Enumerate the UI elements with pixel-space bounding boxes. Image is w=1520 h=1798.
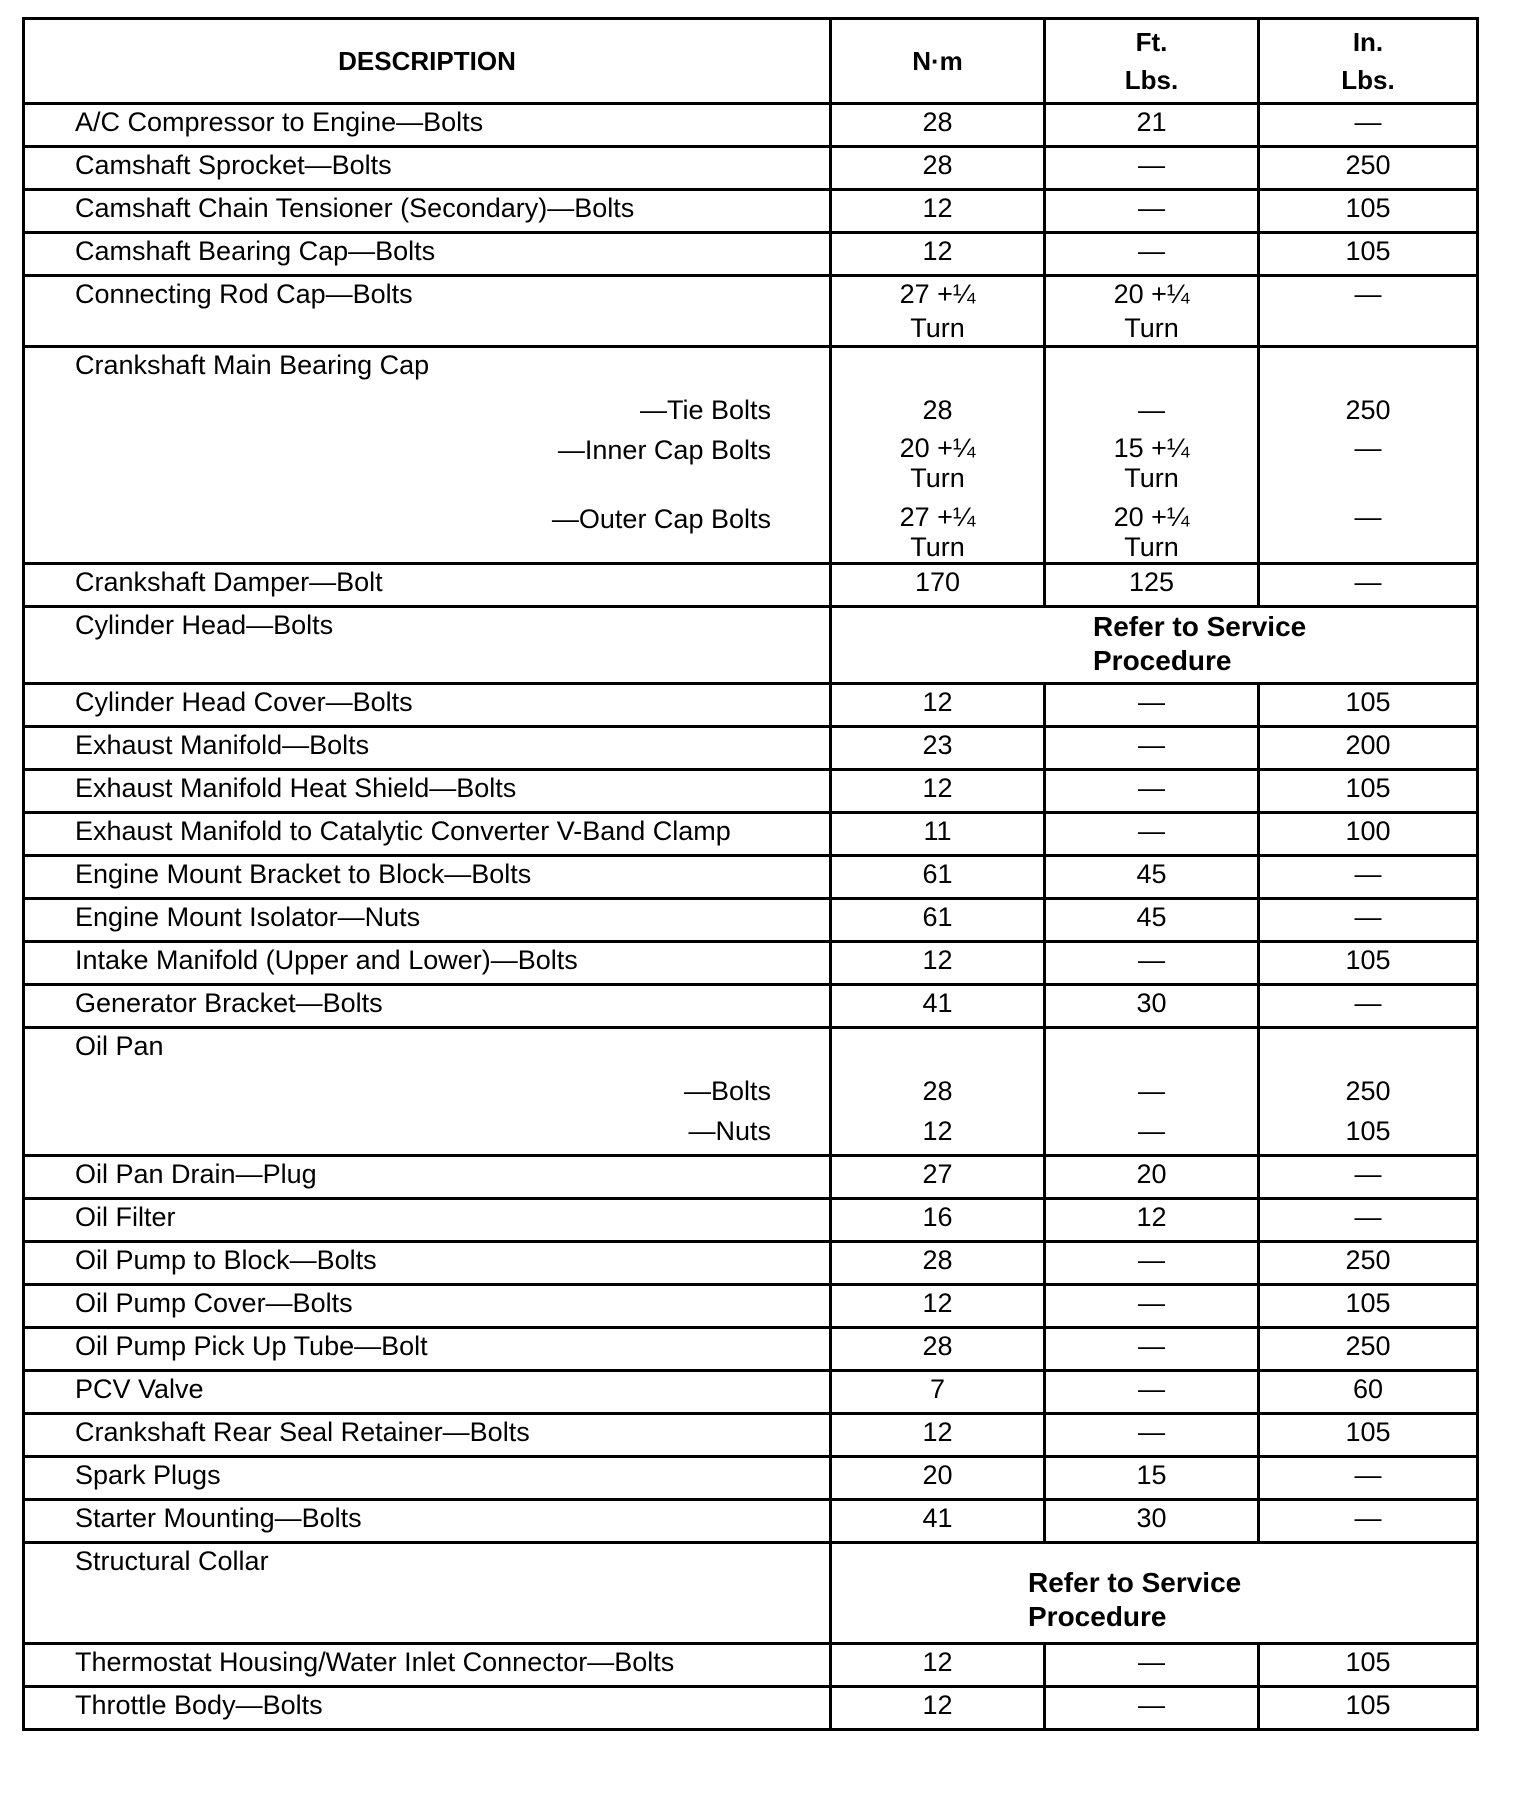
torque-specification-table bbox=[22, 17, 1479, 1731]
header-ft-bottom: Lbs. bbox=[1124, 65, 1179, 95]
row-description: PCV Valve bbox=[24, 1371, 831, 1414]
row-in-lbs: 105 bbox=[1259, 190, 1478, 233]
row-ft-line1: 20 +¼ bbox=[1113, 279, 1190, 309]
row-in-lbs: 105 bbox=[1259, 770, 1478, 813]
row-in-lbs: — bbox=[1259, 1457, 1478, 1500]
row-ft-lbs: — bbox=[1045, 684, 1259, 727]
row-ft-lbs: — bbox=[1045, 1242, 1259, 1285]
row-ft-lbs: — bbox=[1045, 147, 1259, 190]
row-nm: 28 bbox=[831, 1242, 1045, 1285]
header-in-bottom: Lbs. bbox=[1341, 65, 1395, 95]
sub-ft-line1: 15 +¼ bbox=[1113, 433, 1190, 463]
row-nm: 41 bbox=[831, 1500, 1045, 1543]
row-in-lbs: 105 bbox=[1259, 1285, 1478, 1328]
refer-line2: Procedure bbox=[1028, 1601, 1167, 1632]
row-nm: 12 bbox=[831, 233, 1045, 276]
table-row bbox=[24, 856, 1478, 899]
table-row-group bbox=[24, 1028, 1478, 1156]
row-description: Exhaust Manifold Heat Shield—Bolts bbox=[24, 770, 831, 813]
header-description: DESCRIPTION bbox=[24, 19, 831, 104]
header-in-top: In. bbox=[1352, 27, 1384, 57]
row-ft-lbs: 30 bbox=[1045, 1500, 1259, 1543]
row-ft-lbs bbox=[1045, 276, 1259, 347]
row-in-lbs: 250 bbox=[1259, 147, 1478, 190]
row-description: Camshaft Bearing Cap—Bolts bbox=[24, 233, 831, 276]
table-row bbox=[24, 607, 1478, 684]
sub-in: — bbox=[1354, 502, 1382, 532]
row-ft-lbs: — bbox=[1045, 233, 1259, 276]
row-nm: 12 bbox=[831, 1687, 1045, 1730]
table-row bbox=[24, 1199, 1478, 1242]
table-row bbox=[24, 770, 1478, 813]
row-ft-lbs: — bbox=[1045, 190, 1259, 233]
row-in-lbs: — bbox=[1259, 276, 1478, 347]
row-description: Camshaft Sprocket—Bolts bbox=[24, 147, 831, 190]
row-nm: 11 bbox=[831, 813, 1045, 856]
row-description: Engine Mount Bracket to Block—Bolts bbox=[24, 856, 831, 899]
row-nm: 12 bbox=[831, 190, 1045, 233]
row-ft-lbs: — bbox=[1045, 1328, 1259, 1371]
row-ft-lbs: 125 bbox=[1045, 564, 1259, 607]
table-row bbox=[24, 899, 1478, 942]
row-in-lbs: 105 bbox=[1259, 684, 1478, 727]
row-ft-lbs: — bbox=[1045, 727, 1259, 770]
row-nm-line1: 27 +¼ bbox=[899, 279, 976, 309]
table-row bbox=[24, 1543, 1478, 1644]
row-ft-lbs: — bbox=[1045, 1414, 1259, 1457]
row-nm-line2: Turn bbox=[910, 313, 965, 343]
sub-nm: 28 bbox=[922, 1076, 953, 1106]
sub-in: 250 bbox=[1345, 395, 1391, 425]
table-row bbox=[24, 1156, 1478, 1199]
row-description: Starter Mounting—Bolts bbox=[24, 1500, 831, 1543]
row-description: Structural Collar bbox=[24, 1543, 831, 1644]
table-row bbox=[24, 985, 1478, 1028]
row-in-lbs: 60 bbox=[1259, 1371, 1478, 1414]
row-in-lbs: — bbox=[1259, 856, 1478, 899]
row-description: Oil Pump Cover—Bolts bbox=[24, 1285, 831, 1328]
row-nm: 12 bbox=[831, 1644, 1045, 1687]
table-row bbox=[24, 1644, 1478, 1687]
table-row bbox=[24, 1414, 1478, 1457]
row-description: Exhaust Manifold—Bolts bbox=[24, 727, 831, 770]
header-nm: N·m bbox=[831, 19, 1045, 104]
row-description: Generator Bracket—Bolts bbox=[24, 985, 831, 1028]
sub-nm: 28 bbox=[922, 395, 953, 425]
table-row bbox=[24, 1687, 1478, 1730]
row-description: Intake Manifold (Upper and Lower)—Bolts bbox=[24, 942, 831, 985]
row-nm: 16 bbox=[831, 1199, 1045, 1242]
row-ft-lbs: — bbox=[1045, 1285, 1259, 1328]
row-in-lbs: — bbox=[1259, 1500, 1478, 1543]
row-ft-lbs: — bbox=[1045, 813, 1259, 856]
table-row bbox=[24, 190, 1478, 233]
row-nm bbox=[831, 1028, 1045, 1156]
row-nm: 27 bbox=[831, 1156, 1045, 1199]
header-row bbox=[24, 19, 1478, 104]
sub-ft: — bbox=[1138, 395, 1165, 425]
row-description: Cylinder Head Cover—Bolts bbox=[24, 684, 831, 727]
row-nm: 28 bbox=[831, 1328, 1045, 1371]
row-description: Oil Pump to Block—Bolts bbox=[24, 1242, 831, 1285]
row-in-lbs: — bbox=[1259, 1156, 1478, 1199]
row-nm: 23 bbox=[831, 727, 1045, 770]
table-row bbox=[24, 1500, 1478, 1543]
header-ft-lbs bbox=[1045, 19, 1259, 104]
sub-label-inner-cap-bolts: —Inner Cap Bolts bbox=[557, 435, 771, 465]
row-nm: 20 bbox=[831, 1457, 1045, 1500]
sub-label-outer-cap-bolts: —Outer Cap Bolts bbox=[551, 504, 771, 534]
row-nm: 12 bbox=[831, 1285, 1045, 1328]
row-ft-lbs: 30 bbox=[1045, 985, 1259, 1028]
table-row bbox=[24, 104, 1478, 147]
sub-nm-line2: Turn bbox=[910, 532, 965, 562]
sub-label-tie-bolts: —Tie Bolts bbox=[639, 395, 771, 425]
row-nm: 12 bbox=[831, 942, 1045, 985]
row-in-lbs: — bbox=[1259, 1199, 1478, 1242]
row-description: A/C Compressor to Engine—Bolts bbox=[24, 104, 831, 147]
sub-ft: — bbox=[1138, 1076, 1165, 1106]
row-description: Thermostat Housing/Water Inlet Connector—Bolts bbox=[24, 1644, 831, 1687]
refer-line2: Procedure bbox=[1093, 645, 1232, 676]
refer-to-service-cell bbox=[831, 607, 1478, 684]
row-ft-lbs: — bbox=[1045, 770, 1259, 813]
table-row bbox=[24, 564, 1478, 607]
row-description: Exhaust Manifold to Catalytic Converter V-Band Clamp bbox=[24, 813, 831, 856]
row-in-lbs: 200 bbox=[1259, 727, 1478, 770]
row-in-lbs: 250 bbox=[1259, 1242, 1478, 1285]
row-description: Cylinder Head—Bolts bbox=[24, 607, 831, 684]
sub-label-bolts: —Bolts bbox=[683, 1076, 771, 1106]
row-description: Throttle Body—Bolts bbox=[24, 1687, 831, 1730]
row-ft-lbs bbox=[1045, 347, 1259, 564]
row-ft-lbs: — bbox=[1045, 1644, 1259, 1687]
row-nm: 12 bbox=[831, 1414, 1045, 1457]
sub-ft-line2: Turn bbox=[1124, 532, 1179, 562]
row-description bbox=[24, 347, 831, 564]
sub-nm: 12 bbox=[922, 1116, 953, 1146]
table-row bbox=[24, 684, 1478, 727]
row-nm bbox=[831, 276, 1045, 347]
refer-line1: Refer to Service bbox=[1028, 1567, 1242, 1598]
row-in-lbs: — bbox=[1259, 899, 1478, 942]
row-description: Oil Pump Pick Up Tube—Bolt bbox=[24, 1328, 831, 1371]
row-description: Crankshaft Rear Seal Retainer—Bolts bbox=[24, 1414, 831, 1457]
row-nm bbox=[831, 347, 1045, 564]
row-ft-lbs bbox=[1045, 1028, 1259, 1156]
row-ft-lbs: 45 bbox=[1045, 899, 1259, 942]
row-in-lbs: 100 bbox=[1259, 813, 1478, 856]
row-in-lbs: — bbox=[1259, 985, 1478, 1028]
table-row bbox=[24, 1457, 1478, 1500]
sub-ft: — bbox=[1138, 1116, 1165, 1146]
sub-in: 250 bbox=[1345, 1076, 1391, 1106]
table-row bbox=[24, 276, 1478, 347]
row-ft-lbs: — bbox=[1045, 942, 1259, 985]
table-row bbox=[24, 1242, 1478, 1285]
row-description: Camshaft Chain Tensioner (Secondary)—Bolts bbox=[24, 190, 831, 233]
table-row bbox=[24, 727, 1478, 770]
sub-nm-line1: 20 +¼ bbox=[899, 433, 976, 463]
row-in-lbs: 105 bbox=[1259, 1687, 1478, 1730]
row-in-lbs: 250 bbox=[1259, 1328, 1478, 1371]
sub-nm-line1: 27 +¼ bbox=[899, 502, 976, 532]
row-nm: 12 bbox=[831, 684, 1045, 727]
table-row bbox=[24, 1371, 1478, 1414]
table-row bbox=[24, 942, 1478, 985]
sub-label-nuts: —Nuts bbox=[688, 1116, 771, 1146]
row-description: Connecting Rod Cap—Bolts bbox=[24, 276, 831, 347]
row-description: Oil Filter bbox=[24, 1199, 831, 1242]
row-description bbox=[24, 1028, 831, 1156]
row-ft-lbs: 12 bbox=[1045, 1199, 1259, 1242]
row-nm: 28 bbox=[831, 147, 1045, 190]
row-nm: 170 bbox=[831, 564, 1045, 607]
row-description: Engine Mount Isolator—Nuts bbox=[24, 899, 831, 942]
row-in-lbs: 105 bbox=[1259, 1644, 1478, 1687]
row-ft-lbs: — bbox=[1045, 1371, 1259, 1414]
sub-ft-line1: 20 +¼ bbox=[1113, 502, 1190, 532]
refer-line1: Refer to Service bbox=[1093, 611, 1307, 642]
table-row bbox=[24, 1285, 1478, 1328]
sub-in: 105 bbox=[1345, 1116, 1391, 1146]
table-row bbox=[24, 813, 1478, 856]
table-row bbox=[24, 233, 1478, 276]
row-nm: 7 bbox=[831, 1371, 1045, 1414]
table-row bbox=[24, 147, 1478, 190]
row-in-lbs: — bbox=[1259, 104, 1478, 147]
row-description: Crankshaft Damper—Bolt bbox=[24, 564, 831, 607]
sub-ft-line2: Turn bbox=[1124, 463, 1179, 493]
group-title: Crankshaft Main Bearing Cap bbox=[75, 350, 430, 380]
row-ft-lbs: 20 bbox=[1045, 1156, 1259, 1199]
table-row bbox=[24, 1328, 1478, 1371]
row-description: Spark Plugs bbox=[24, 1457, 831, 1500]
row-ft-lbs: 21 bbox=[1045, 104, 1259, 147]
row-ft-lbs: 15 bbox=[1045, 1457, 1259, 1500]
row-nm: 61 bbox=[831, 856, 1045, 899]
row-nm: 12 bbox=[831, 770, 1045, 813]
refer-to-service-cell bbox=[831, 1543, 1478, 1644]
row-in-lbs: 105 bbox=[1259, 1414, 1478, 1457]
sub-in: — bbox=[1354, 433, 1382, 463]
header-ft-top: Ft. bbox=[1135, 27, 1168, 57]
header-in-lbs bbox=[1259, 19, 1478, 104]
row-nm: 41 bbox=[831, 985, 1045, 1028]
row-ft-line2: Turn bbox=[1124, 313, 1179, 343]
row-description: Oil Pan Drain—Plug bbox=[24, 1156, 831, 1199]
row-in-lbs bbox=[1259, 347, 1478, 564]
row-nm: 28 bbox=[831, 104, 1045, 147]
table-row-group bbox=[24, 347, 1478, 564]
row-in-lbs: — bbox=[1259, 564, 1478, 607]
row-ft-lbs: 45 bbox=[1045, 856, 1259, 899]
row-in-lbs: 105 bbox=[1259, 233, 1478, 276]
row-in-lbs: 105 bbox=[1259, 942, 1478, 985]
row-in-lbs bbox=[1259, 1028, 1478, 1156]
sub-nm-line2: Turn bbox=[910, 463, 965, 493]
group-title: Oil Pan bbox=[75, 1031, 164, 1061]
row-nm: 61 bbox=[831, 899, 1045, 942]
row-ft-lbs: — bbox=[1045, 1687, 1259, 1730]
